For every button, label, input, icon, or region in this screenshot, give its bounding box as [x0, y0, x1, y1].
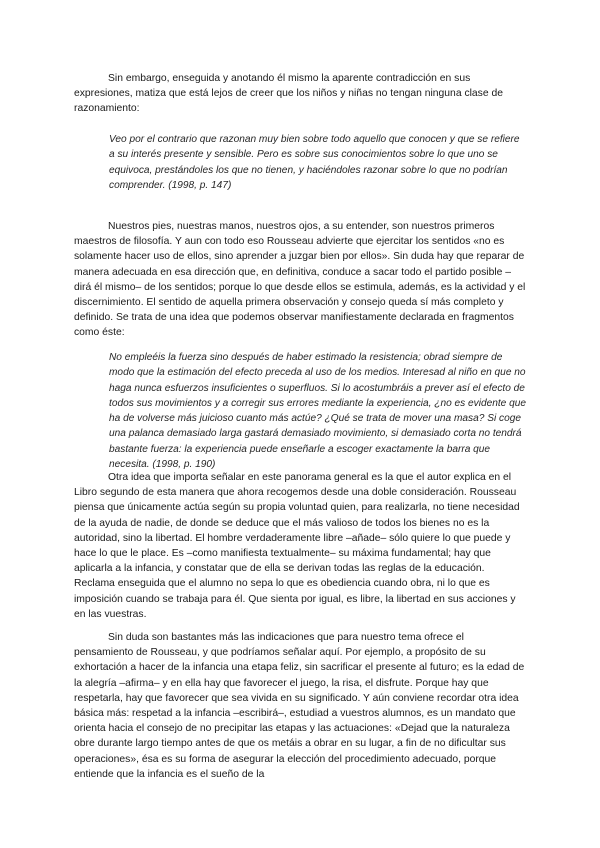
- block-quote-2: No empleéis la fuerza sino después de haber estimado la resistencia; obrad siempre de modo que la estimación del efecto preceda al uso de los medios. Interesad al niño en que no haga nunca esfuerzos insuficientes o superfluos. Si lo acostumbráis a prever así el efecto de todos sus movimientos y a corregir sus errores mediante la experiencia, ¿no es evidente que ha de volverse más juicioso cuanto más actúe? ¿Qué se trata de mover una masa? Si coge una palanca demasiado larga gastará demasiado movimiento, si demasiado corta no tendrá bastante fuerza: la experiencia puede enseñarle a escoger exactamente la barra que necesita. (1998, p. 190): [109, 352, 527, 471]
- paragraph-1: Sin embargo, enseguida y anotando él mismo la aparente contradicción en sus expresiones, matiza que está lejos de creer que los niños y niñas no tengan ninguna clase de razonamiento:: [74, 73, 503, 115]
- paragraph-3: Otra idea que importa señalar en este panorama general es la que el autor explica en el Libro segundo de esta manera que ahora recogemos desde una doble consideración. Rousseau piensa que únicamente actúa según su propia voluntad quien, para realizarla, no tiene necesidad de la ayuda de nadie, de donde se deduce que el más valioso de todos los bienes no es la autoridad, sino la libertad. El hombre verdaderamente libre –añade– sólo quiere lo que puede y hace lo que le place. Es –como manifiesta textualmente– su máxima fundamental; hay que aplicarla a la infancia, y constatar que de ella se derivan todas las reglas de la educación. Reclama enseguida que el alumno no sepa lo que es obediencia cuando obra, ni lo que es imposición cuando se trabaja para él. Que sienta por igual, es libre, la libertad en sus acciones y en las vuestras.: [74, 472, 520, 620]
- block-quote-1: Veo por el contrario que razonan muy bien sobre todo aquello que conocen y que se refiere a su interés presente y sensible. Pero es sobre sus conocimientos sobre lo que uno se equivoca, prestándoles los que no tienen, y haciéndoles razonar sobre lo que no podrían comprender. (1998, p. 147): [109, 134, 520, 191]
- paragraph-4: Sin duda son bastantes más las indicaciones que para nuestro tema ofrece el pensamiento de Rousseau, y que podríamos señalar aquí. Por ejemplo, a propósito de su exhortación a hacer de la infancia una etapa feliz, sin sacrificar el presente al futuro; es la edad de la alegría –afirma– y en ella hay que favorecer el juego, la risa, el disfrute. Porque hay que respetarla, hay que favorecer que sea vivida en su significado. Y aún conviene recordar otra idea básica más: respetad a la infancia –escribirá–, estudiad a vuestros alumnos, es un mandato que orienta hacia el consejo de no precipitar las etapas y las actuaciones: «Dejad que la naturaleza obre durante largo tiempo antes de que os metáis a obrar en su lugar, a fin de no dificultar sus operaciones», ésa es su forma de asegurar la elección del procedimiento adecuado, porque entiende que la infancia es el sueño de la: [74, 632, 525, 780]
- paragraph-2: Nuestros pies, nuestras manos, nuestros ojos, a su entender, son nuestros primeros maestros de filosofía. Y aun con todo eso Rousseau advierte que ejercitar los sentidos «no es solamente hacer uso de ellos, sino aprender a juzgar bien por ellos». Sin duda hay que reparar de manera adecuada en esa dirección que, en definitiva, conduce a sacar todo el partido posible –dirá él mismo– de los sentidos; porque lo que desde ellos se estimula, además, es la actividad y el discernimiento. El sentido de aquella primera observación y consejo queda sí más completo y definido. Se trata de una idea que podemos observar manifiestamente declarada en fragmentos como éste:: [74, 221, 526, 339]
